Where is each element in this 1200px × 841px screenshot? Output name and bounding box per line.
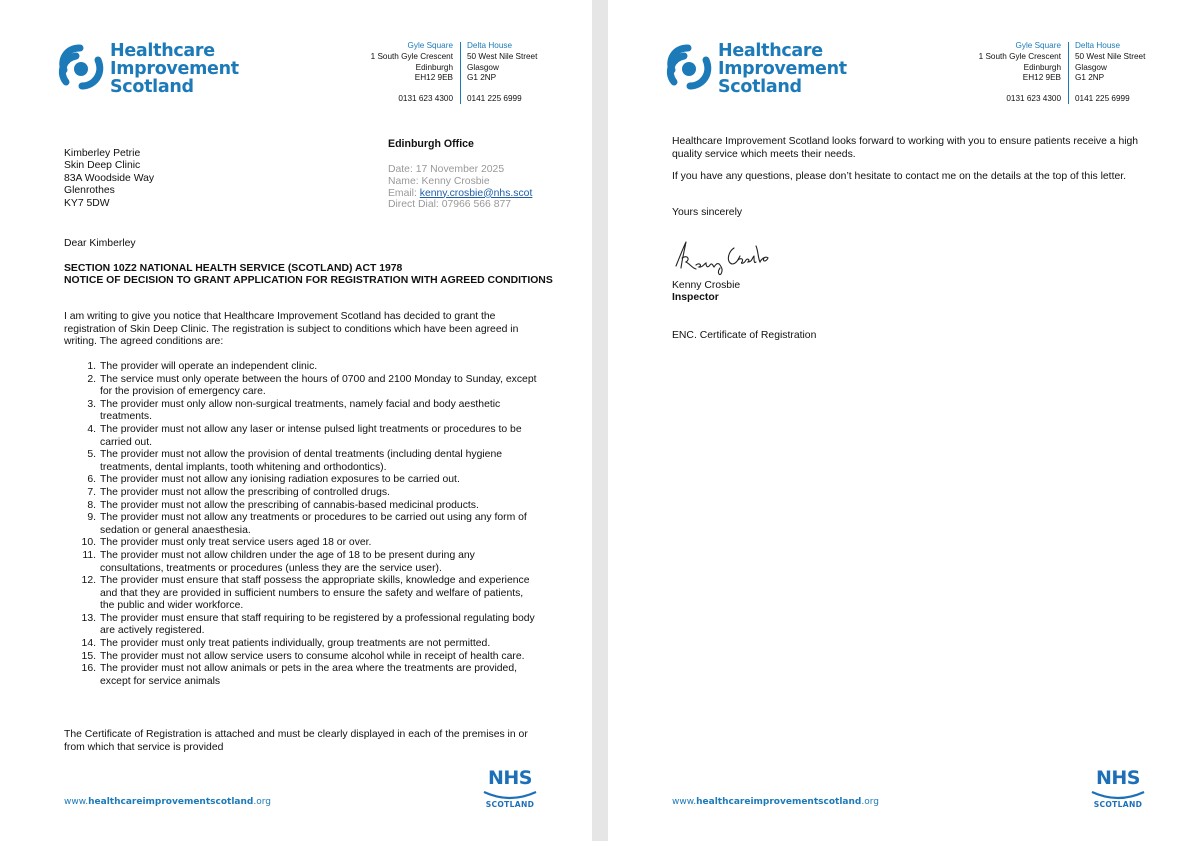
- condition-number: 13.: [81, 612, 96, 624]
- gyle-phone: 0131 623 4300: [1006, 94, 1061, 103]
- delta-house-address: [1075, 41, 1185, 103]
- delta-line-3: G1 2NP: [467, 73, 497, 83]
- condition-text: The provider must not allow any ionising radiation exposures to be carried out.: [100, 474, 460, 486]
- intro-paragraph: I am writing to give you notice that Healthcare Improvement Scotland has decided to grant the registration of Skin Deep Clinic. The registration is subject to conditions which have been agreed in writing. The agreed conditions are:: [64, 311, 519, 348]
- condition-item: [64, 474, 540, 487]
- website-suffix: .org: [253, 797, 271, 807]
- condition-item: [64, 537, 540, 550]
- gyle-phone: 0131 623 4300: [398, 94, 453, 103]
- his-logo-icon: [662, 42, 714, 94]
- logo-line-3: Scotland: [718, 77, 802, 97]
- condition-item: [64, 575, 540, 613]
- website-prefix: www.: [64, 797, 89, 807]
- heading-line-2: NOTICE OF DECISION TO GRANT APPLICATION FOR REGISTRATION WITH AGREED CONDITIONS: [64, 275, 553, 287]
- closing-paragraph-2: If you have any questions, please don’t hesitate to contact me on the details at the top of this letter.: [672, 171, 1127, 182]
- delta-line-2: Glasgow: [1075, 62, 1107, 72]
- letter-page-2: [608, 0, 1200, 841]
- condition-text: The service must only operate between the hours of 0700 and 2100 Monday to Sunday, except for the provision of emergency care.: [100, 373, 537, 398]
- condition-item: [64, 449, 540, 474]
- website-domain: healthcareimprovementscotland: [88, 797, 254, 807]
- letter-email-row: [388, 188, 532, 200]
- condition-item: [64, 424, 540, 449]
- nhs-wordmark: NHS: [488, 767, 532, 789]
- condition-number: 5.: [87, 449, 96, 461]
- signer-role: Inspector: [672, 292, 719, 304]
- condition-text: The provider must not allow any laser or intense pulsed light treatments or procedures to be carried out.: [100, 423, 522, 448]
- letter-meta: [388, 164, 532, 211]
- signature-image: [672, 238, 772, 276]
- logo-line-1: Healthcare: [718, 41, 823, 61]
- office-name: Edinburgh Office: [388, 138, 474, 150]
- letter-heading: [64, 263, 564, 288]
- his-logo-wordmark: [718, 42, 847, 96]
- condition-item: [64, 399, 540, 424]
- gyle-line-3: EH12 9EB: [414, 73, 453, 83]
- his-logo: [54, 42, 244, 98]
- condition-text: The provider must only treat service users aged 18 or over.: [100, 537, 372, 549]
- condition-item: [64, 500, 540, 513]
- nhs-scotland-logo: [1088, 767, 1148, 812]
- footer-website[interactable]: [64, 797, 271, 807]
- gyle-square-address: [340, 41, 453, 103]
- salutation: Dear Kimberley: [64, 238, 136, 249]
- condition-number: 7.: [87, 486, 96, 498]
- condition-number: 10.: [81, 537, 96, 549]
- website-suffix: .org: [861, 797, 879, 807]
- condition-number: 11.: [82, 549, 96, 561]
- condition-text: The provider must not allow the prescribing of controlled drugs.: [100, 486, 390, 498]
- letter-author: Name: Kenny Crosbie: [388, 175, 490, 187]
- logo-line-3: Scotland: [110, 77, 194, 97]
- recipient-line-5: KY7 5DW: [64, 197, 110, 209]
- gyle-line-2: Edinburgh: [1023, 62, 1061, 72]
- nhs-scotland-logo: [480, 767, 540, 812]
- address-divider: [1068, 42, 1069, 104]
- email-link[interactable]: kenny.crosbie@nhs.scot: [419, 187, 533, 199]
- condition-item: [64, 361, 540, 374]
- his-logo-icon: [54, 42, 106, 94]
- condition-text: The provider must not allow animals or pets in the area where the treatments are provided, except for service animals: [100, 663, 517, 687]
- gyle-title: Gyle Square: [407, 41, 453, 50]
- condition-text: The provider must only treat patients individually, group treatments are not permitted.: [100, 638, 491, 650]
- recipient-line-3: 83A Woodside Way: [64, 172, 155, 184]
- his-logo: [662, 42, 852, 98]
- website-prefix: www.: [672, 797, 697, 807]
- recipient-line-4: Glenrothes: [64, 185, 115, 197]
- his-logo-wordmark: [110, 42, 239, 96]
- nhs-scotland-text: SCOTLAND: [485, 800, 535, 809]
- closing-paragraph-1: Healthcare Improvement Scotland looks forward to working with you to ensure patients receive a high quality service which meets their needs.: [672, 136, 1139, 160]
- recipient-line-1: Kimberley Petrie: [64, 148, 141, 159]
- conditions-list: [64, 361, 540, 688]
- condition-number: 2.: [87, 373, 96, 385]
- recipient-address: [64, 148, 154, 210]
- condition-item: [64, 638, 540, 651]
- heading-line-1: SECTION 10Z2 NATIONAL HEALTH SERVICE (SCOTLAND) ACT 1978: [64, 263, 403, 274]
- condition-text: The provider must not allow children under the age of 18 to be present during any consultations, treatments or procedures (unless they are the service user).: [100, 549, 475, 574]
- condition-text: The provider must not allow service users to consume alcohol while in receipt of health care.: [100, 650, 525, 662]
- condition-item: [64, 550, 540, 575]
- condition-item: [64, 651, 540, 664]
- enclosure-note: ENC. Certificate of Registration: [672, 330, 817, 341]
- condition-number: 6.: [87, 474, 96, 486]
- delta-line-3: G1 2NP: [1075, 73, 1105, 83]
- delta-phone: 0141 225 6999: [467, 94, 522, 103]
- delta-line-2: Glasgow: [467, 62, 499, 72]
- signer-block: [672, 280, 740, 305]
- delta-title: Delta House: [467, 41, 513, 50]
- logo-line-2: Improvement: [718, 59, 847, 79]
- condition-text: The provider must not allow the provision of dental treatments (including dental hygiene treatments, dental implants, tooth whitening and orthodontics).: [100, 449, 502, 473]
- footer-website[interactable]: [672, 797, 879, 807]
- condition-item: [64, 512, 540, 537]
- letter-page-1: [0, 0, 592, 841]
- condition-number: 8.: [87, 499, 96, 511]
- letter-direct-dial: Direct Dial: 07966 566 877: [388, 199, 512, 211]
- condition-number: 16.: [81, 663, 96, 675]
- delta-phone: 0141 225 6999: [1075, 94, 1130, 103]
- gyle-title: Gyle Square: [1015, 41, 1061, 50]
- nhs-swoosh-icon: [1090, 790, 1146, 800]
- gyle-line-1: 1 South Gyle Crescent: [978, 51, 1061, 61]
- condition-text: The provider must only allow non-surgical treatments, namely facial and body aesthetic treatments.: [100, 398, 501, 423]
- condition-text: The provider must not allow any treatments or procedures to be carried out using any form of sedation or general anaesthesia.: [100, 512, 527, 536]
- condition-number: 12.: [81, 575, 96, 587]
- condition-number: 3.: [87, 398, 96, 410]
- condition-text: The provider will operate an independent clinic.: [100, 361, 318, 372]
- condition-number: 4.: [87, 423, 96, 435]
- recipient-line-2: Skin Deep Clinic: [64, 160, 141, 172]
- condition-item: [64, 613, 540, 638]
- gyle-square-address: [948, 41, 1061, 103]
- website-domain: healthcareimprovementscotland: [696, 797, 862, 807]
- condition-text: The provider must ensure that staff requiring to be registered by a professional regulating body are actively registered.: [100, 612, 535, 637]
- nhs-wordmark: NHS: [1096, 767, 1140, 789]
- condition-number: 14.: [81, 638, 96, 650]
- signer-name: Kenny Crosbie: [672, 280, 741, 291]
- delta-line-1: 50 West Nile Street: [1075, 51, 1146, 61]
- delta-line-1: 50 West Nile Street: [467, 51, 538, 61]
- condition-number: 15.: [81, 650, 96, 662]
- signoff: Yours sincerely: [672, 207, 743, 218]
- delta-title: Delta House: [1075, 41, 1121, 50]
- logo-line-1: Healthcare: [110, 41, 215, 61]
- nhs-swoosh-icon: [482, 790, 538, 800]
- gyle-line-2: Edinburgh: [415, 62, 453, 72]
- gyle-line-3: EH12 9EB: [1022, 73, 1061, 83]
- letter-date: Date: 17 November 2025: [388, 164, 505, 175]
- condition-number: 1.: [87, 361, 96, 372]
- condition-text: The provider must ensure that staff possess the appropriate skills, knowledge and experience and that they are provided in sufficient numbers to ensure the safety and welfare of patients, the public and wider workforce.: [100, 575, 530, 612]
- condition-item: [64, 663, 540, 688]
- condition-text: The provider must not allow the prescribing of cannabis-based medicinal products.: [100, 499, 479, 511]
- logo-line-2: Improvement: [110, 59, 239, 79]
- email-label: Email:: [388, 187, 420, 199]
- nhs-scotland-text: SCOTLAND: [1093, 800, 1143, 809]
- gyle-line-1: 1 South Gyle Crescent: [370, 51, 453, 61]
- condition-number: 9.: [87, 512, 96, 524]
- address-divider: [460, 42, 461, 104]
- closing-paragraph: The Certificate of Registration is attached and must be clearly displayed in each of the premises in or from which that service is provided: [64, 729, 528, 753]
- condition-item: [64, 374, 540, 399]
- condition-item: [64, 487, 540, 500]
- delta-house-address: [467, 41, 577, 103]
